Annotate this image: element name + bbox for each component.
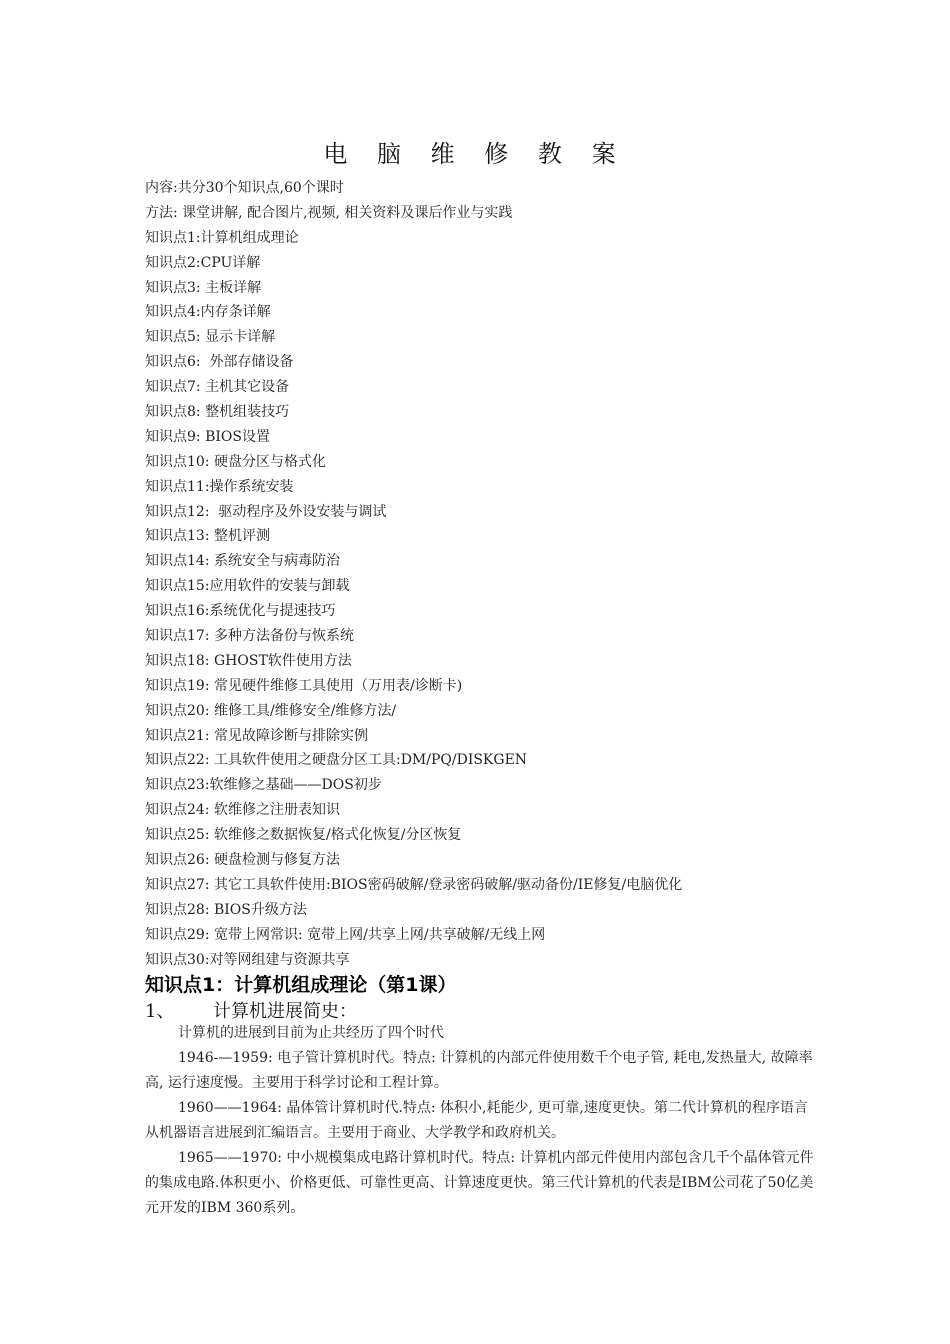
paragraph: 1965——1970: 中小规模集成电路计算机时代。特点: 计算机内部元件使用内部包含几千个晶体管元件的集成电路.体积更小、价格更低、可靠性更高、计算速度更快。第三代计算机的代表是IBM公司花了50亿美元开发的IBM 360系列。 — [145, 1150, 814, 1216]
outline-line-content: 内容:共分30个知识点,60个课时 — [145, 180, 344, 196]
section-body — [145, 1021, 817, 1221]
outline-item: 知识点23:软维修之基础——DOS初步 — [145, 777, 382, 794]
outline-item: 知识点19: 常见硬件维修工具使用（万用表/诊断卡) — [145, 677, 463, 694]
course-outline — [145, 176, 845, 973]
section-heading: 知识点1：计算机组成理论（第1课） — [145, 974, 457, 996]
outline-item: 知识点12: 驱动程序及外设安装与调试 — [145, 503, 387, 520]
outline-item: 知识点9: BIOS设置 — [145, 428, 270, 445]
subsection-number: 1、 — [145, 1001, 175, 1022]
paragraph: 计算机的进展到目前为止共经历了四个时代 — [178, 1025, 444, 1041]
outline-item: 知识点5: 显示卡详解 — [145, 329, 276, 346]
outline-item: 知识点27: 其它工具软件使用:BIOS密码破解/登录密码破解/驱动备份/IE修复/电脑优化 — [145, 876, 683, 893]
paragraph: 1946-—1959: 电子管计算机时代。特点: 计算机的内部元件使用数千个电子管, 耗电,发热量大, 故障率高, 运行速度慢。主要用于科学讨论和工程计算。 — [145, 1050, 813, 1091]
subsection-title: 计算机进展简史： — [213, 1001, 357, 1022]
outline-item: 知识点11:操作系统安装 — [145, 478, 294, 495]
outline-item: 知识点4:内存条详解 — [145, 304, 271, 321]
outline-item: 知识点3: 主板详解 — [145, 279, 262, 296]
outline-item: 知识点13: 整机评测 — [145, 528, 270, 545]
outline-item: 知识点17: 多种方法备份与恢系统 — [145, 628, 354, 645]
outline-item: 知识点25: 软维修之数据恢复/格式化恢复/分区恢复 — [145, 827, 462, 844]
outline-item: 知识点20: 维修工具/维修安全/维修方法/ — [145, 702, 397, 719]
outline-item: 知识点15:应用软件的安装与卸载 — [145, 578, 350, 595]
outline-item: 知识点24: 软维修之注册表知识 — [145, 802, 340, 819]
outline-item: 知识点8: 整机组装技巧 — [145, 404, 290, 421]
outline-item: 知识点6: 外部存储设备 — [145, 354, 294, 371]
outline-item: 知识点21: 常见故障诊断与排除实例 — [145, 727, 368, 744]
outline-item: 知识点28: BIOS升级方法 — [145, 901, 307, 918]
outline-item: 知识点7: 主机其它设备 — [145, 379, 290, 396]
outline-item: 知识点26: 硬盘检测与修复方法 — [145, 852, 340, 869]
outline-item: 知识点1:计算机组成理论 — [145, 229, 299, 246]
paragraph: 1960——1964: 晶体管计算机时代.特点: 体积小,耗能少, 更可靠,速度更快。第二代计算机的程序语言从机器语言进展到汇编语言。主要用于商业、大学教学和政府机关。 — [145, 1100, 808, 1141]
outline-item: 知识点30:对等网组建与资源共享 — [145, 951, 350, 968]
subsection-heading — [145, 997, 357, 1023]
outline-item: 知识点22: 工具软件使用之硬盘分区工具:DM/PQ/DISKGEN — [145, 752, 528, 769]
outline-line-method: 方法: 课堂讲解, 配合图片,视频, 相关资料及课后作业与实践 — [145, 204, 513, 221]
outline-item: 知识点29: 宽带上网常识: 宽带上网/共享上网/共享破解/无线上网 — [145, 926, 546, 943]
outline-item: 知识点18: GHOST软件使用方法 — [145, 652, 352, 669]
outline-item: 知识点10: 硬盘分区与格式化 — [145, 453, 326, 470]
outline-item: 知识点16:系统优化与提速技巧 — [145, 603, 336, 620]
document-title: 电 脑 维 修 教 案 — [323, 140, 627, 168]
outline-item: 知识点14: 系统安全与病毒防治 — [145, 553, 340, 570]
outline-item: 知识点2:CPU详解 — [145, 254, 261, 271]
